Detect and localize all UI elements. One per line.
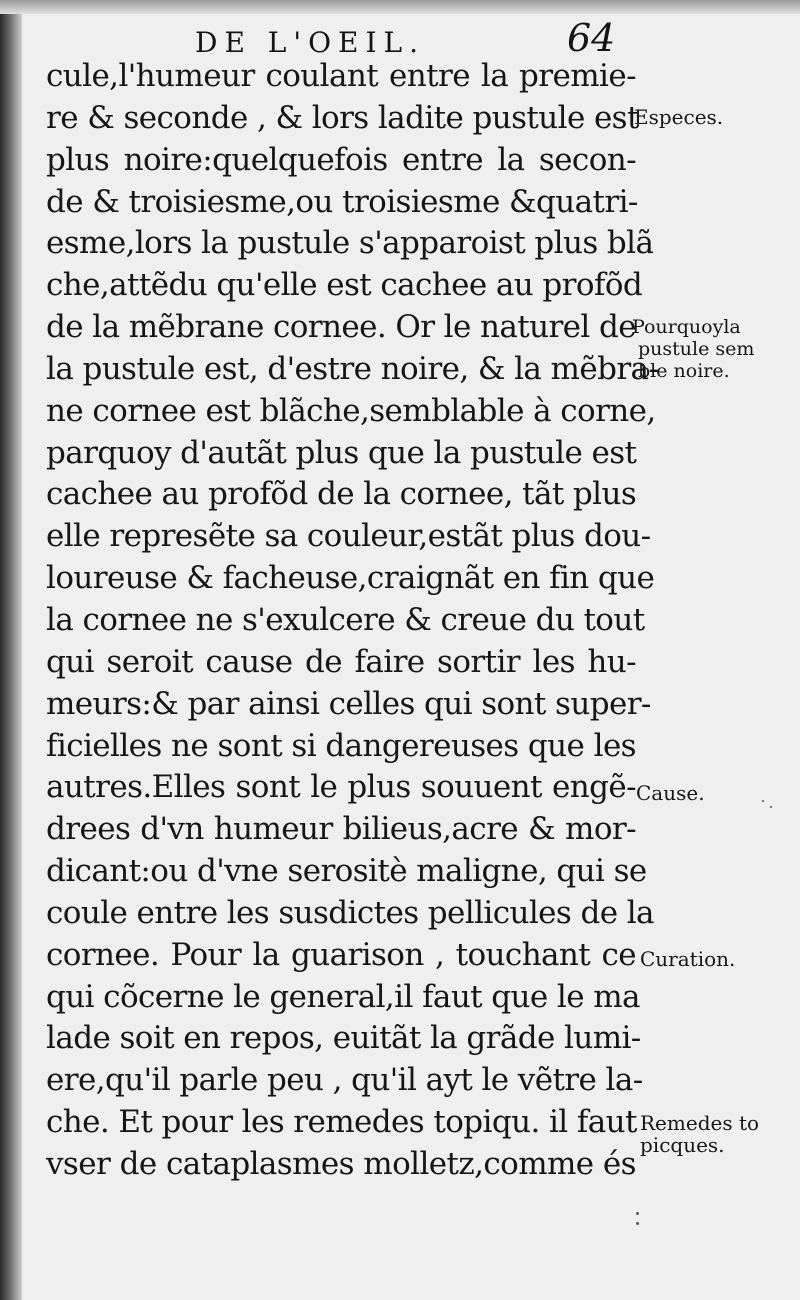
margin-note-remedes — [640, 1112, 759, 1156]
text-line: esme,lors la pustule s'apparoist plus blã — [46, 225, 654, 262]
margin-note-pourquoy — [632, 316, 754, 382]
text-line: vser de cataplasmes molletz,comme és — [46, 1145, 636, 1182]
margin-note-text: Pourquoyla — [632, 316, 741, 338]
ink-speck — [636, 1212, 639, 1215]
text-line: coule entre les susdictes pellicules de la — [46, 894, 654, 931]
text-line: lade soit en repos, euitãt la grãde lumi- — [46, 1020, 641, 1057]
margin-note-curation — [640, 948, 735, 970]
ink-speck — [636, 1222, 639, 1225]
ink-speck — [762, 800, 764, 802]
page-number: 64 — [567, 16, 616, 60]
text-line: ere,qu'il parle peu , qu'il ayt le vẽtre la- — [46, 1062, 643, 1099]
text-line: elle represẽte sa couleur,estãt plus dou- — [46, 518, 651, 555]
ink-speck — [770, 806, 772, 808]
margin-note-especes — [634, 106, 723, 128]
page-top-shadow — [0, 0, 800, 14]
margin-note-text: pustule sem — [638, 338, 755, 360]
text-line: cule,l'humeur coulant entre la premie- — [46, 58, 636, 94]
margin-note-text: Curation. — [640, 947, 736, 971]
main-text-block — [46, 56, 659, 1186]
text-line: la pustule est, d'estre noire, & la mẽbra- — [46, 350, 659, 387]
margin-note-text: Especes. — [634, 105, 724, 129]
text-line: plus noire:quelquefois entre la secon- — [46, 141, 636, 178]
margin-note-text: Remedes to — [640, 1111, 760, 1135]
running-title: DE L'OEIL. — [195, 26, 426, 59]
text-line: cachee au profõd de la cornee, tãt plus — [46, 476, 637, 513]
margin-note-cause — [636, 782, 705, 804]
text-line: autres.Elles sont le plus souuent engẽ- — [46, 769, 636, 806]
text-line: drees d'vn humeur bilieus,acre & mor- — [46, 811, 636, 848]
text-line: ficielles ne sont si dangereuses que les — [46, 727, 636, 764]
margin-note-text: Cause. — [636, 781, 705, 805]
text-line: meurs:& par ainsi celles qui sont super- — [46, 685, 651, 722]
text-line: parquoy d'autãt plus que la pustule est — [46, 434, 637, 471]
text-line: che. Et pour les remedes topiqu. il faut — [46, 1104, 637, 1141]
text-line: re & seconde , & lors ladite pustule est — [46, 99, 639, 136]
margin-note-text: picques. — [640, 1133, 725, 1157]
margin-note-text: ble noire. — [638, 360, 730, 382]
text-line: cornee. Pour la guarison , touchant ce — [46, 936, 636, 973]
text-line: de & troisiesme,ou troisiesme &quatri- — [46, 183, 638, 220]
text-line: che,attẽdu qu'elle est cachee au profõd — [46, 267, 643, 304]
page-gutter-shadow — [0, 0, 22, 1300]
text-line: dicant:ou d'vne serositè maligne, qui se — [46, 853, 647, 890]
text-line: la cornee ne s'exulcere & creue du tout — [46, 601, 645, 638]
text-line: qui seroit cause de faire sortir les hu- — [46, 643, 636, 680]
text-line: loureuse & facheuse,craignãt en fin que — [46, 560, 655, 597]
text-line: qui cõcerne le general,il faut que le ma — [46, 978, 640, 1015]
text-line: ne cornee est blãche,semblable à corne, — [46, 392, 656, 429]
text-line: de la mẽbrane cornee. Or le naturel de — [46, 309, 636, 346]
